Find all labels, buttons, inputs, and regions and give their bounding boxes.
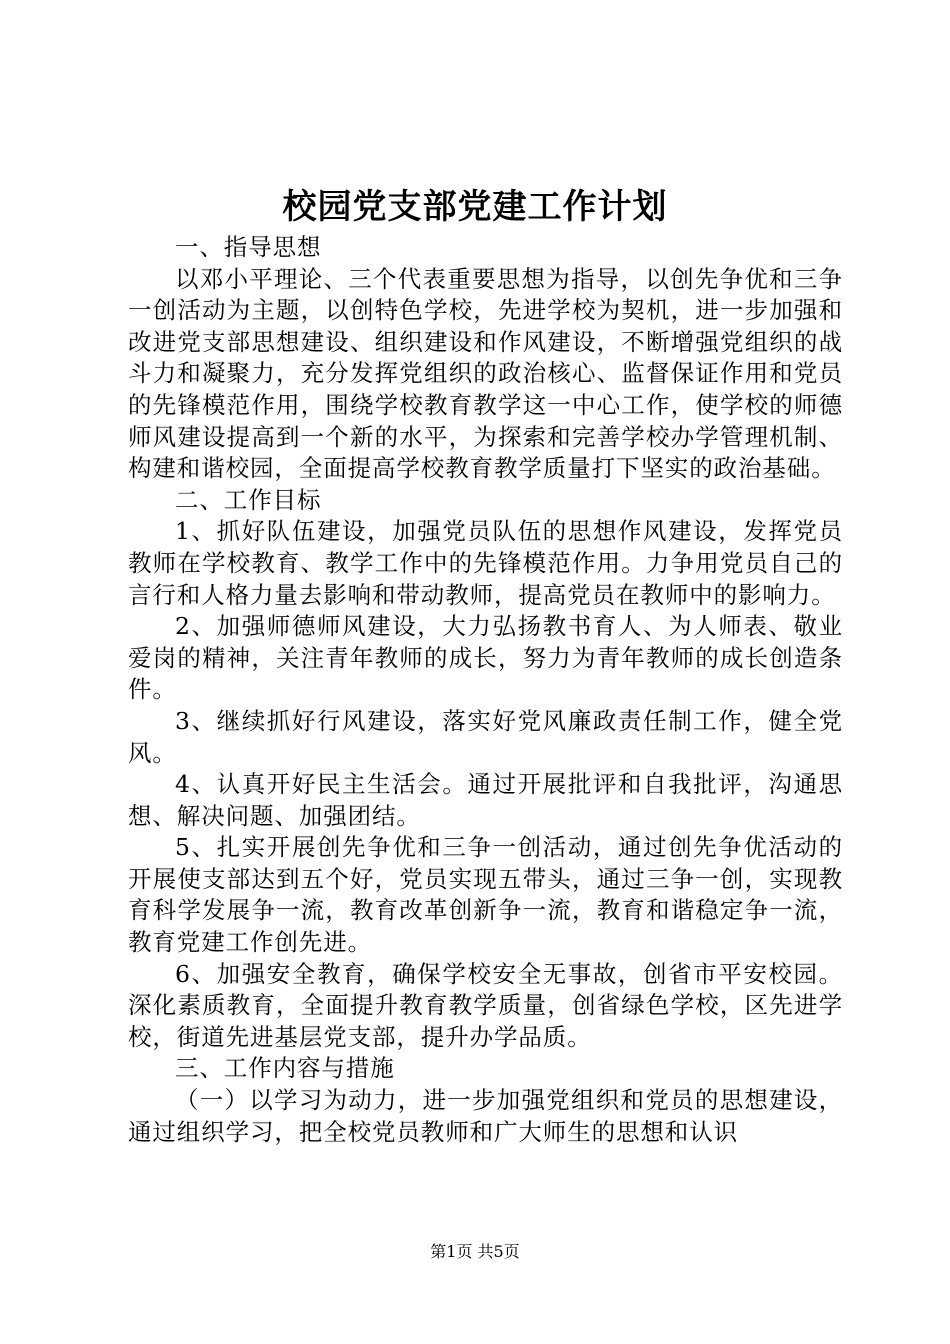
section-heading-work-goals: 二、工作目标 (175, 485, 322, 514)
paragraph-goal-2: 2、加强师德师风建设，大力弘扬教书育人、为人师表、敬业爱岗的精神，关注青年教师的成长，努力为青年教师的成长创造条件。 (128, 612, 843, 704)
paragraph-goal-4: 4、认真开好民主生活会。通过开展批评和自我批评，沟通思想、解决问题、加强团结。 (128, 770, 843, 830)
page-footer: 第1页 共5页 (430, 1242, 520, 1261)
paragraph-goal-5: 5、扎实开展创先争优和三争一创活动，通过创先争优活动的开展使支部达到五个好，党员实现五带头，通过三争一创，实现教育科学发展争一流，教育改革创新争一流，教育和谐稳定争一流，教育党建工作创先进。 (128, 833, 843, 957)
paragraph-guiding-ideology: 以邓小平理论、三个代表重要思想为指导，以创先争优和三争一创活动为主题，以创特色学校，先进学校为契机，进一步加强和改进党支部思想建设、组织建设和作风建设，不断增强党组织的战斗力和凝聚力，充分发挥党组织的政治核心、监督保证作用和党员的先锋模范作用，围绕学校教育教学这一中心工作，使学校的师德师风建设提高到一个新的水平，为探索和完善学校办学管理机制、构建和谐校园，全面提高学校教育教学质量打下坚实的政治基础。 (128, 264, 843, 483)
section-heading-content-measures: 三、工作内容与措施 (175, 1054, 395, 1083)
paragraph-goal-1: 1、抓好队伍建设，加强党员队伍的思想作风建设，发挥党员教师在学校教育、教学工作中的先锋模范作用。力争用党员自己的言行和人格力量去影响和带动教师，提高党员在教师中的影响力。 (128, 517, 843, 609)
section-heading-guiding-ideology: 一、指导思想 (175, 233, 322, 261)
paragraph-goal-3: 3、继续抓好行风建设，落实好党风廉政责任制工作，健全党风。 (128, 706, 843, 767)
document-body (128, 232, 843, 1148)
paragraph-goal-6: 6、加强安全教育，确保学校安全无事故，创省市平安校园。深化素质教育，全面提升教育教学质量，创省绿色学校，区先进学校，街道先进基层党支部，提升办学品质。 (128, 959, 843, 1051)
document-title: 校园党支部党建工作计划 (282, 187, 668, 227)
paragraph-measure-1: （一）以学习为动力，进一步加强党组织和党员的思想建设，通过组织学习，把全校党员教师和广大师生的思想和认识 (128, 1086, 843, 1146)
